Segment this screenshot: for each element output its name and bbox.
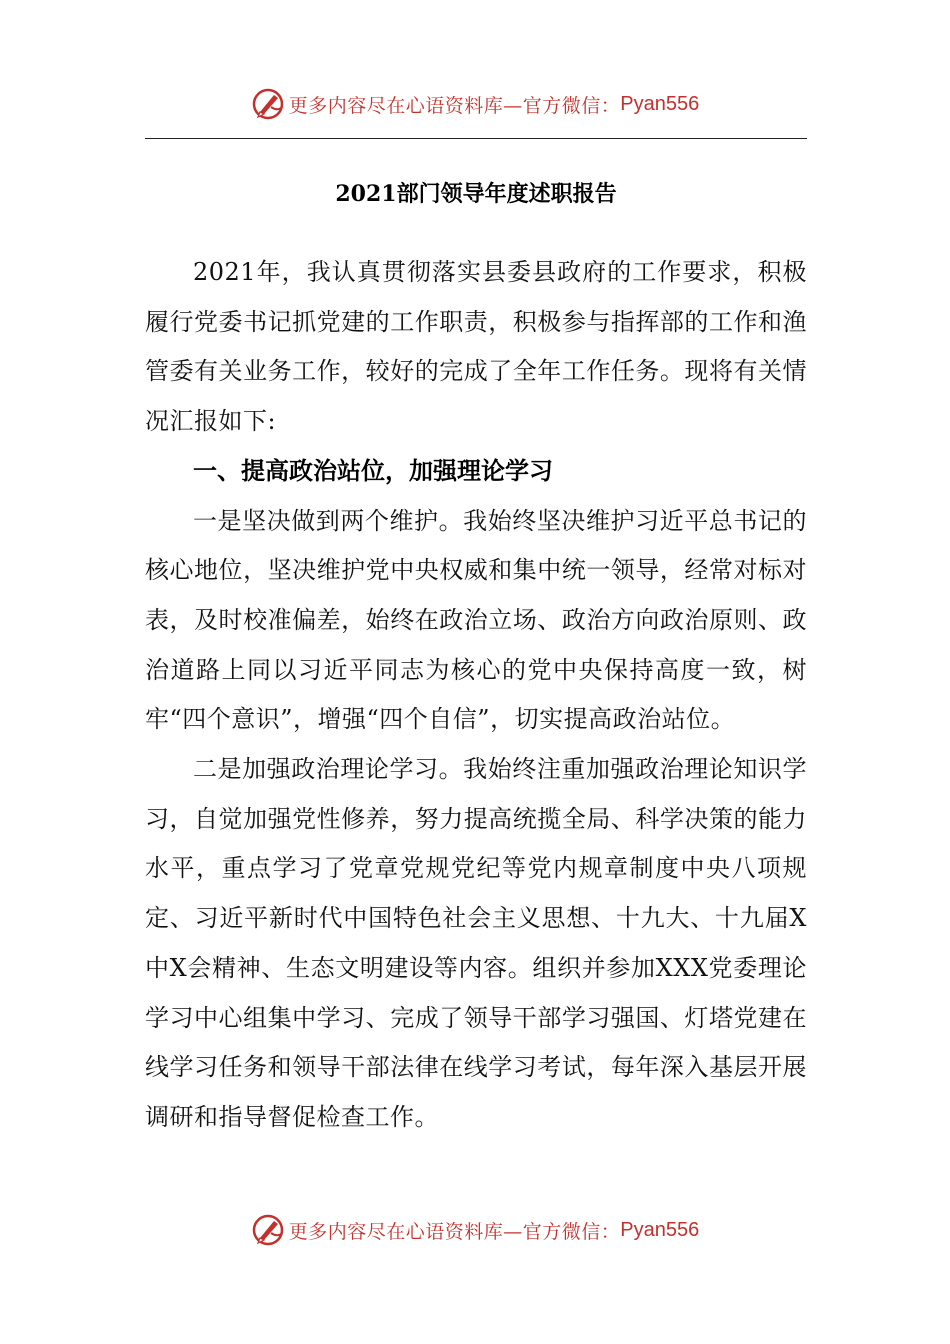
document-title: 2021部门领导年度述职报告	[335, 181, 617, 207]
banner-wechat-id: Pyan556	[620, 1218, 700, 1241]
section-paragraph-1: 一是坚决做到两个维护。我始终坚决维护习近平总书记的核心地位，坚决维护党中央权威和集中统一领导，经常对标对表，及时校准偏差，始终在政治立场、政治方向政治原则、政治道路上同以习近平同志为核心的党中央保持高度一致，树牢“四个意识”，增强“四个自信”，切实提高政治站位。	[145, 506, 807, 734]
pen-logo-icon	[251, 87, 285, 121]
banner-text: 更多内容尽在心语资料库—官方微信：	[288, 1220, 621, 1243]
header-divider	[145, 138, 807, 139]
pen-logo-icon	[251, 1213, 285, 1247]
footer-watermark-banner	[0, 1206, 950, 1254]
banner-wechat-id: Pyan556	[620, 92, 700, 115]
header-watermark-banner	[0, 80, 950, 128]
section-paragraph-2: 二是加强政治理论学习。我始终注重加强政治理论知识学习，自觉加强党性修养，努力提高统揽全局、科学决策的能力水平，重点学习了党章党规党纪等党内规章制度中央八项规定、习近平新时代中国特色社会主义思想、十九大、十九届X中X会精神、生态文明建设等内容。组织并参加XXX党委理论学习中心组集中学习、完成了领导干部学习强国、灯塔党建在线学习任务和领导干部法律在线学习考试，每年深入基层开展调研和指导督促检查工作。	[145, 755, 807, 1131]
intro-paragraph: 2021年，我认真贯彻落实县委县政府的工作要求，积极履行党委书记抓党建的工作职责，积极参与指挥部的工作和渔管委有关业务工作，较好的完成了全年工作任务。现将有关情况汇报如下:	[145, 258, 807, 436]
document-body	[145, 248, 807, 1143]
section-heading: 一、提高政治站位，加强理论学习	[193, 456, 553, 485]
banner-text: 更多内容尽在心语资料库—官方微信：	[288, 94, 621, 117]
